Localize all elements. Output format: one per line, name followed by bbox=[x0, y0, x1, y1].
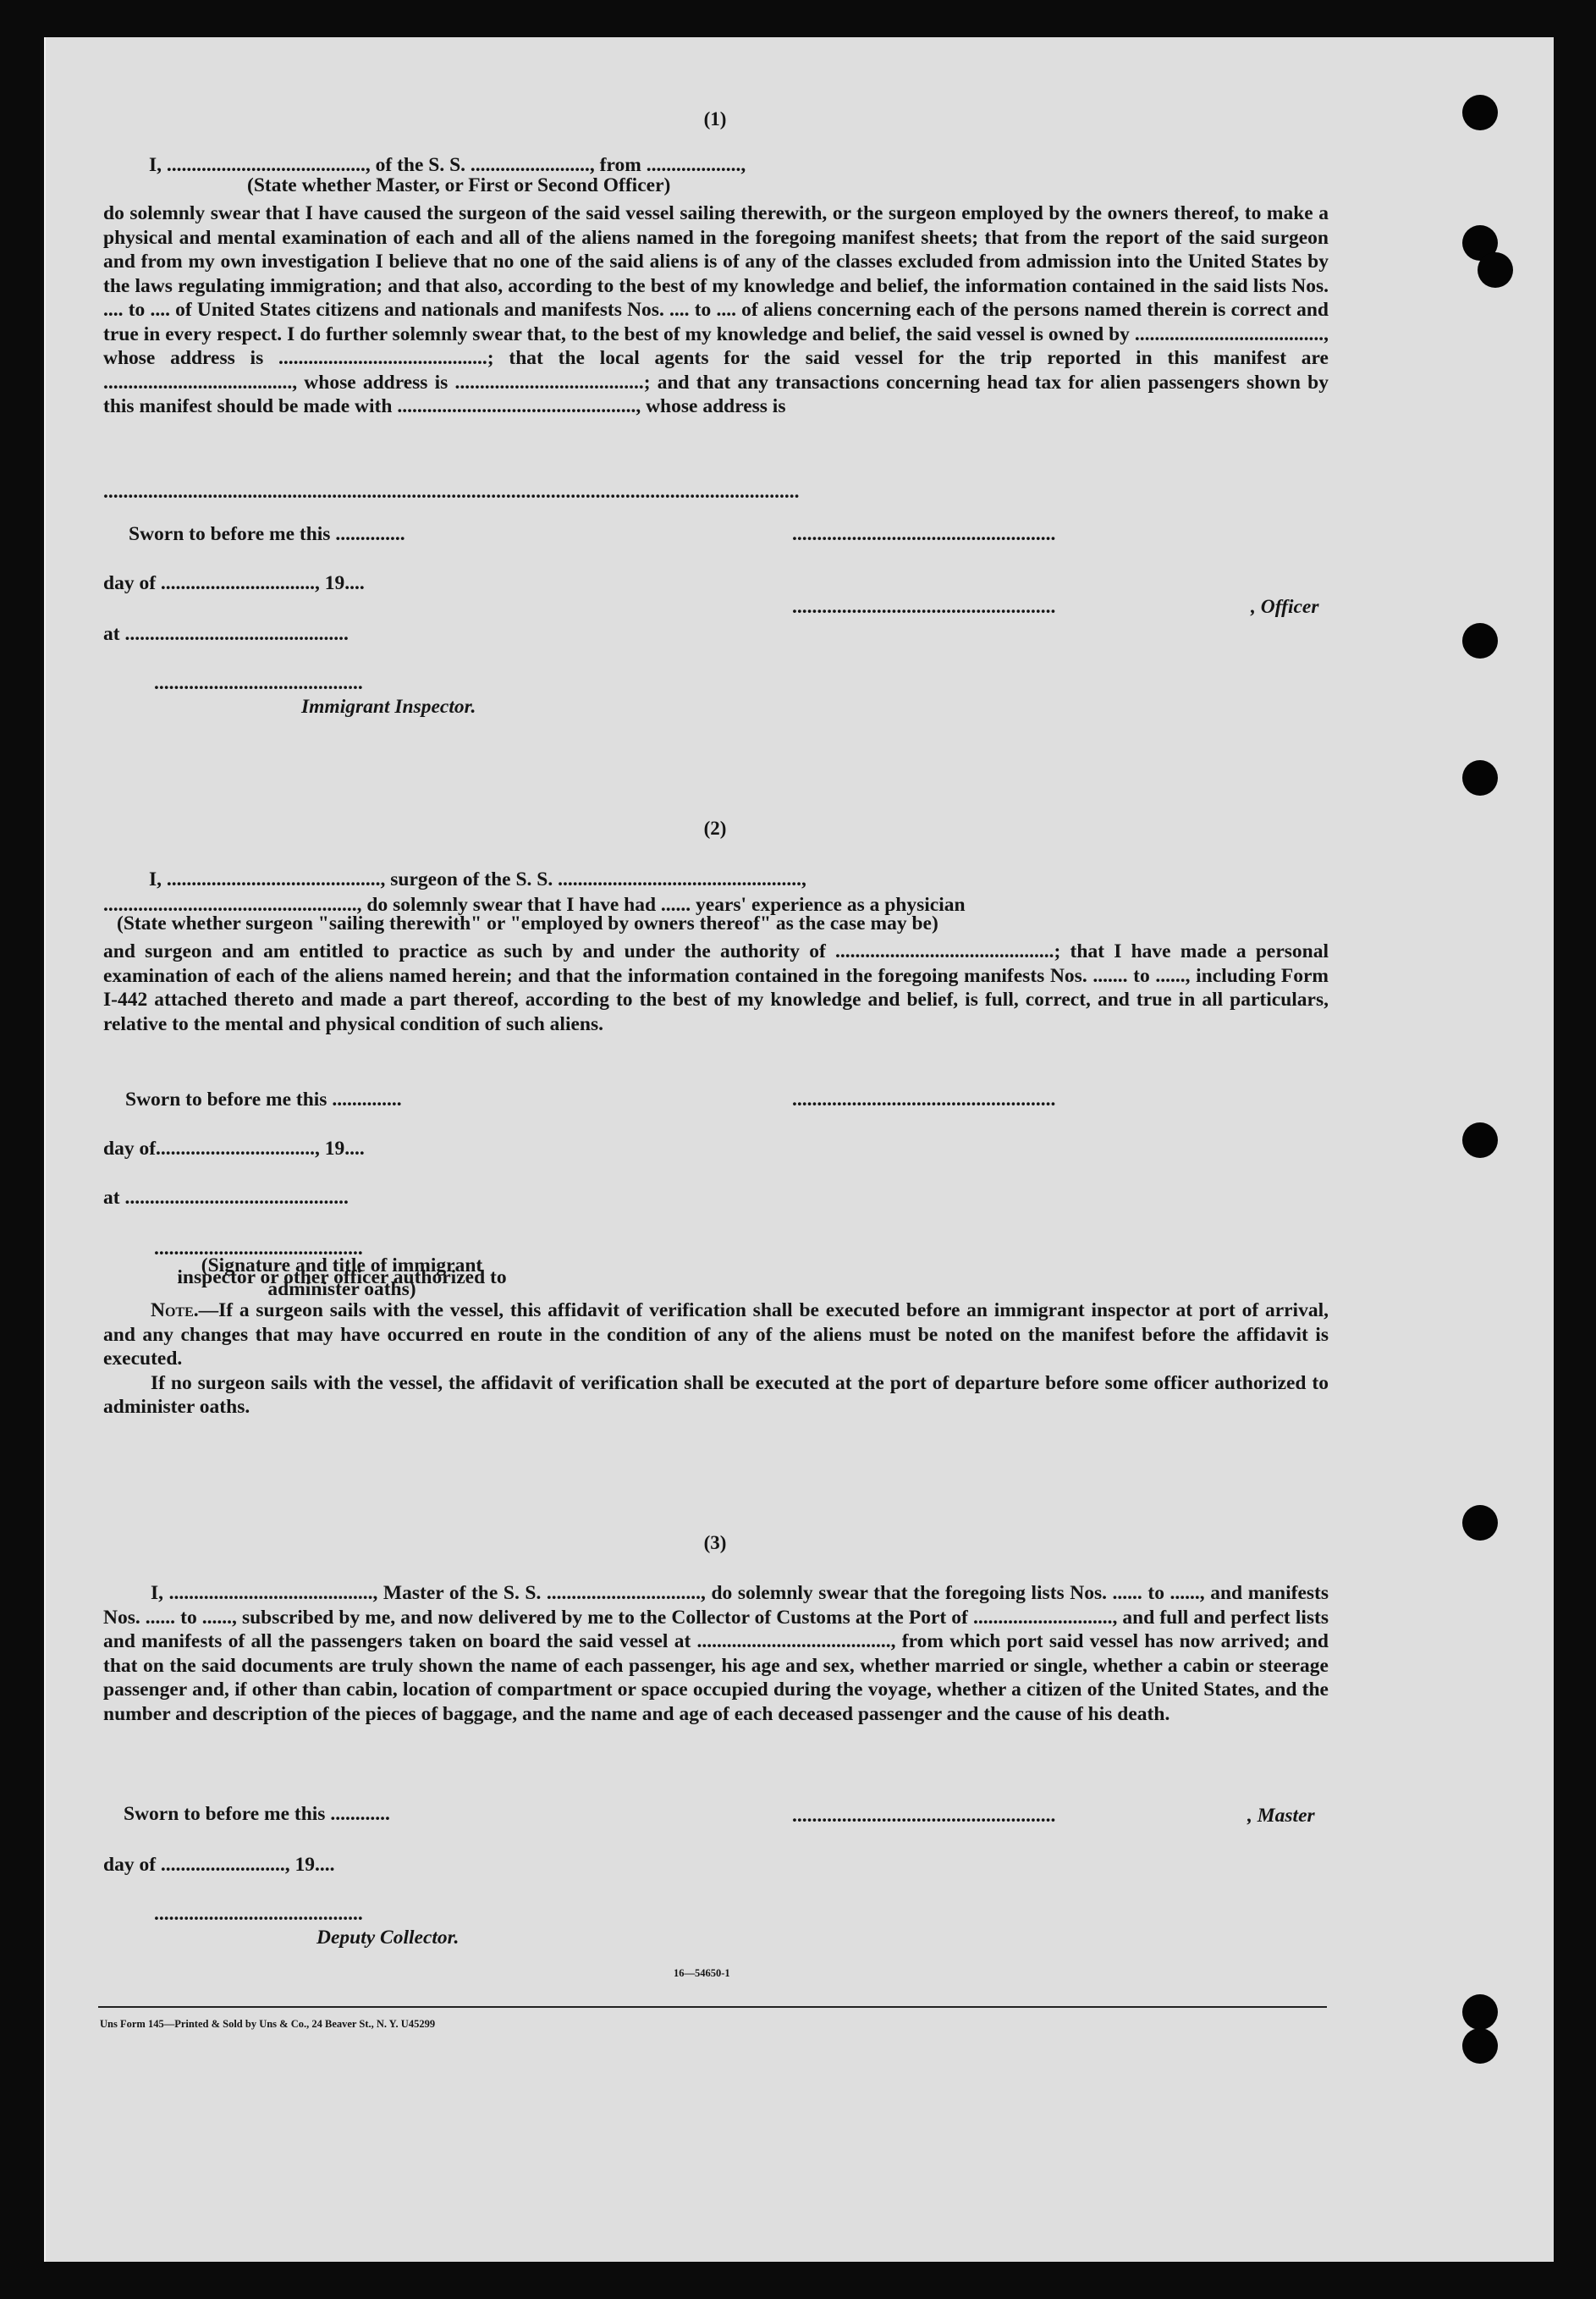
section-2-signature-line: ..................................................... bbox=[792, 1089, 1056, 1111]
punch-hole bbox=[1478, 252, 1513, 288]
section-3-master-line: ..................................................... bbox=[792, 1805, 1056, 1827]
section-2-line-2: ..................................................., do solemnly swear that I have had ...... years' experience as a physician bbox=[103, 894, 966, 916]
section-3-body bbox=[103, 1581, 1329, 1726]
section-3-collector-label: Deputy Collector. bbox=[316, 1927, 460, 1949]
section-3-sworn: Sworn to before me this ............ bbox=[124, 1803, 390, 1825]
section-1-oath-line: I, ........................................, of the S. S. ........................, from ..................., bbox=[149, 154, 746, 176]
section-1-oath-text: do solemnly swear that I have caused the surgeon of the said vessel sailing therewith, or the surgeon employed by the owners thereof, to make a physical and mental examination of each and all of the aliens named in the foregoing manifest sheets; that from the report of the said surgeon and from my own investigation I believe that no one of the said aliens is of any of the classes excluded from admission into the United States by the laws regulating immigration; and that also, according to the best of my knowledge and belief, the information contained in the said lists Nos. .... to .... of United States citizens and nationals and manifests Nos. .... to .... of aliens concerning each of the persons named therein is correct and true in every respect. I do further solemnly swear that, to the best of my knowledge and belief, the said vessel is owned by ......................................, whose address is ..........................................; that the local agents for the said vessel for the trip reported in this manifest are ......................................, whose address is ......................................; and that any transactions concerning head tax for alien passengers shown by this manifest should be made with ................................................, whose address is bbox=[103, 202, 1329, 417]
section-2-at: at ............................................. bbox=[103, 1187, 349, 1209]
section-1-sworn: Sworn to before me this .............. bbox=[129, 523, 405, 545]
note-2-text: If no surgeon sails with the vessel, the affidavit of verification shall be executed at the port of departure before some officer authorized to administer oaths. bbox=[103, 1371, 1329, 1418]
section-1-body bbox=[103, 201, 1329, 419]
note-label: Note. bbox=[151, 1299, 199, 1321]
section-1-officer-line-2: ..................................................... bbox=[792, 596, 1056, 618]
section-2-sig-line: .......................................... bbox=[154, 1238, 363, 1260]
section-1-officer-note: (State whether Master, or First or Second Officer) bbox=[247, 174, 671, 196]
printer-imprint: Uns Form 145—Printed & Sold by Uns & Co., 24 Beaver St., N. Y. U45299 bbox=[100, 2018, 436, 2030]
section-2-day: day of................................, 19.... bbox=[103, 1138, 365, 1160]
section-2-notes bbox=[103, 1298, 1329, 1420]
punch-hole bbox=[1462, 2028, 1498, 2064]
punch-hole bbox=[1462, 1505, 1498, 1541]
section-1-address-line: ............................................................................................................................................ bbox=[103, 481, 800, 503]
section-1-at: at ............................................. bbox=[103, 623, 349, 645]
section-2-number: (2) bbox=[703, 818, 727, 839]
punch-hole bbox=[1462, 1122, 1498, 1158]
punch-hole bbox=[1462, 95, 1498, 130]
section-3-day: day of ........................., 19.... bbox=[103, 1854, 335, 1876]
section-3-oath-text: I, ........................................., Master of the S. S. ..............................., do solemnly swear that the foregoing lists Nos. ...... to ......, and manifests Nos. ...... to ......, subscribed by me, and now delivered by me to the Collector of Customs at the Port of ............................, and full and perfect lists and manifests of all the passengers taken on board the said vessel at ......................................., from which port said vessel has now arrived; and that on the said documents are truly shown the name of each passenger, his age and sex, whether married or single, whether a cabin or steerage passenger and, if other than cabin, location of compartment or space occupied during the voyage, whether a citizen of the United States, and the number and description of the pieces of baggage, and the name and age of each deceased passenger and the cause of his death. bbox=[103, 1582, 1329, 1725]
section-1-inspector-line: .......................................... bbox=[154, 672, 363, 694]
section-1-day: day of ..............................., 19.... bbox=[103, 572, 365, 594]
section-1-officer-label: , Officer bbox=[1251, 596, 1319, 618]
section-2-sworn: Sworn to before me this .............. bbox=[125, 1089, 402, 1111]
section-3-master-label: , Master bbox=[1247, 1805, 1315, 1827]
punch-hole bbox=[1462, 760, 1498, 796]
section-2-surgeon-note: (State whether surgeon "sailing therewith" or "employed by owners thereof" as the case may be) bbox=[117, 912, 938, 934]
section-1-number: (1) bbox=[703, 108, 727, 130]
note-1-text: —If a surgeon sails with the vessel, this affidavit of verification shall be executed before an immigrant inspector at port of arrival, and any changes that may have occurred en route in the condition of any of the aliens must be noted on the manifest before the affidavit is executed. bbox=[103, 1299, 1329, 1370]
punch-hole bbox=[1462, 1994, 1498, 2030]
section-2-body bbox=[103, 940, 1329, 1036]
section-2-line-1: I, ..........................................., surgeon of the S. S. ................................................., bbox=[149, 868, 806, 890]
section-1-officer-signature-line: ..................................................... bbox=[792, 523, 1056, 545]
section-3-collector-line: .......................................... bbox=[154, 1903, 363, 1925]
footer-rule bbox=[98, 2006, 1327, 2008]
punch-hole bbox=[1462, 623, 1498, 659]
form-code: 16—54650-1 bbox=[674, 1967, 730, 1979]
section-2-sig-note: (Signature and title of immigrant inspector or other officer authorized to administer oaths) bbox=[177, 1254, 507, 1300]
section-3-number: (3) bbox=[703, 1532, 727, 1553]
section-2-oath-text: and surgeon and am entitled to practice as such by and under the authority of ............................................; that I have made a personal examination of each of the aliens named herein; and that the information contained in the foregoing manifests Nos. ....... to ......, including Form I-442 attached thereto and made a part thereof, according to the best of my knowledge and belief, is full, correct, and true in all particulars, relative to the mental and physical condition of such aliens. bbox=[103, 940, 1329, 1035]
section-1-inspector-label: Immigrant Inspector. bbox=[301, 696, 476, 718]
